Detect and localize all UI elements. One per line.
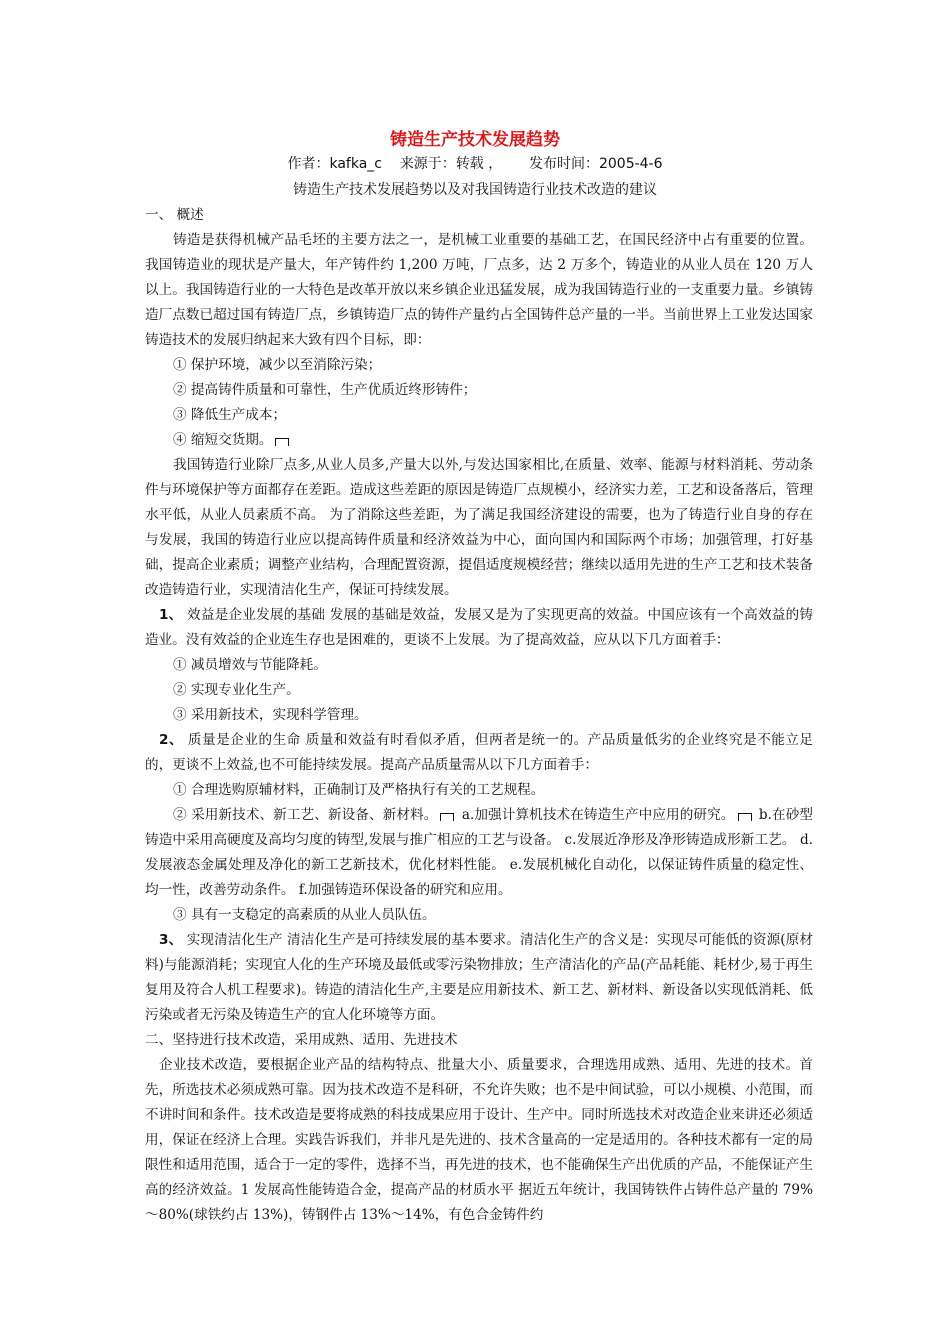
article-body [145,203,813,1228]
paragraph-text: 质量是企业的生命 质量和效益有时看似矛盾，但两者是统一的。产品质量低劣的企业终究是不能立足的，更谈不上效益,也不可能持续发展。提高产品质量需从以下几方面着手： [145,732,814,773]
article-meta [0,153,950,173]
source-value: 转载 ， [455,156,503,172]
placeholder-mark-icon [440,813,454,821]
list-item: ① 合理选购原辅材料，正确制订及严格执行有关的工艺规程。 [173,782,545,798]
goal-text: ④ 缩短交货期。 [173,432,273,448]
list-item: ③ 采用新技术，实现科学管理。 [173,707,368,723]
numbered-paragraph [145,603,813,653]
numbered-paragraph [145,928,813,1028]
numbered-paragraph [145,728,813,778]
section-heading: 二、坚持进行技术改造，采用成熟、适用、先进技术 [145,1032,458,1048]
article-subtitle: 铸造生产技术发展趋势以及对我国铸造行业技术改造的建议 [293,182,657,198]
author-label: 作者： [287,156,330,172]
list-item: ③ 具有一支稳定的高素质的从业人员队伍。 [173,907,436,923]
list-item-text: b.在砂型铸造中采用高硬度及高均匀度的铸型,发展与推广相应的工艺与设备。 c.发展近净形及净形铸造成形新工艺。 d.发展液态金属处理及净化的新工艺新技术，优化材料性能。 e.发展机械化自动化，以保证铸件质量的稳定性、均一性，改善劳动条件。 f.加强铸造环保设备的研究和应用。 [145,807,814,898]
placeholder-mark-icon [275,438,289,446]
paragraph-text: 效益是企业发展的基础 发展的基础是效益，发展又是为了实现更高的效益。中国应该有一个高效益的铸造业。没有效益的企业连生存也是困难的，更谈不上发展。为了提高效益，应从以下几方面着手： [145,607,813,648]
date-label: 发布时间： [528,156,599,172]
author-name: kafka_c [329,156,382,172]
goal-item-last [145,428,813,453]
list-item: ① 减员增效与节能降耗。 [173,657,327,673]
list-item-long [145,803,813,903]
paragraph-number: 2、 [159,732,184,748]
list-item-text: ② 采用新技术、新工艺、新设备、新材料。 [173,807,438,823]
source-label: 来源于： [399,156,456,172]
paragraph-number: 1、 [159,607,183,623]
paragraph: 铸造是获得机械产品毛坯的主要方法之一，是机械工业重要的基础工艺，在国民经济中占有重要的位置。 我国铸造业的现状是产量大，年产铸件约 1,200 万吨，厂点多，达 2 万多个，铸造业的从业人员在 120 万人以上。我国铸造行业的一大特色是改革开放以来乡镇企业迅猛发展，成为我国铸造行业的一支重要力量。乡镇铸造厂点数已超过国有铸造厂点，乡镇铸造厂点的铸件产量约占全国铸件总产量的一半。当前世界上工业发达国家铸造技术的发展归纳起来大致有四个目标，即： [145,232,813,348]
placeholder-mark-icon [738,813,752,821]
list-item: ② 实现专业化生产。 [173,682,300,698]
paragraph: 我国铸造行业除厂点多,从业人员多,产量大以外,与发达国家相比,在质量、效率、能源与材料消耗、劳动条件与环境保护等方面都存在差距。造成这些差距的原因是铸造厂点规模小，经济实力差，工艺和设备落后，管理水平低，从业人员素质不高。 为了消除这些差距，为了满足我国经济建设的需要，也为了铸造行业自身的存在与发展，我国的铸造行业应以提高铸件质量和经济效益为中心，面向国内和国际两个市场；加强管理，打好基础，提高企业素质；调整产业结构，合理配置资源，提倡适度规模经营；继续以适用先进的生产工艺和技术装备改造铸造行业，实现清洁化生产，保证可持续发展。 [145,457,813,598]
goal-item: ③ 降低生产成本； [173,407,287,423]
section-heading: 一、 概述 [145,207,204,223]
goal-item: ① 保护环境，减少以至消除污染； [173,357,382,373]
article-title: 铸造生产技术发展趋势 [390,130,560,150]
goal-item: ② 提高铸件质量和可靠性，生产优质近终形铸件； [173,382,477,398]
list-item-text: a.加强计算机技术在铸造生产中应用的研究。 [457,807,735,823]
paragraph-text: 实现清洁化生产 清洁化生产是可持续发展的基本要求。清洁化生产的含义是：实现尽可能低的资源(原材料)与能源消耗；实现宜人化的生产环境及最低或零污染物排放；生产清洁化的产品(产品耗能、耗材少,易于再生复用及符合人机工程要求)。铸造的清洁化生产,主要是应用新技术、新工艺、新材料、新设备以实现低消耗、低污染或者无污染及铸造生产的宜人化环境等方面。 [145,932,813,1023]
publish-date: 2005-4-6 [598,156,663,172]
paragraph-number: 3、 [159,932,183,948]
paragraph: 企业技术改造，要根据企业产品的结构特点、批量大小、质量要求，合理选用成熟、适用、先进的技术。首先，所选技术必须成熟可靠。因为技术改造不是科研，不允许失败；也不是中间试验，可以小规模、小范围，而不讲时间和条件。技术改造是要将成熟的科技成果应用于设计、生产中。同时所选技术对改造企业来讲还必须适用，保证在经济上合理。实践告诉我们，并非凡是先进的、技术含量高的一定是适用的。各种技术都有一定的局限性和适用范围，适合于一定的零件，选择不当，再先进的技术，也不能确保生产出优质的产品，不能保证产生高的经济效益。1 发展高性能铸造合金，提高产品的材质水平 据近五年统计，我国铸铁件占铸件总产量的 79%～80%(球铁约占 13%)，铸钢件占 13%～14%，有色合金铸件约 [145,1057,813,1223]
